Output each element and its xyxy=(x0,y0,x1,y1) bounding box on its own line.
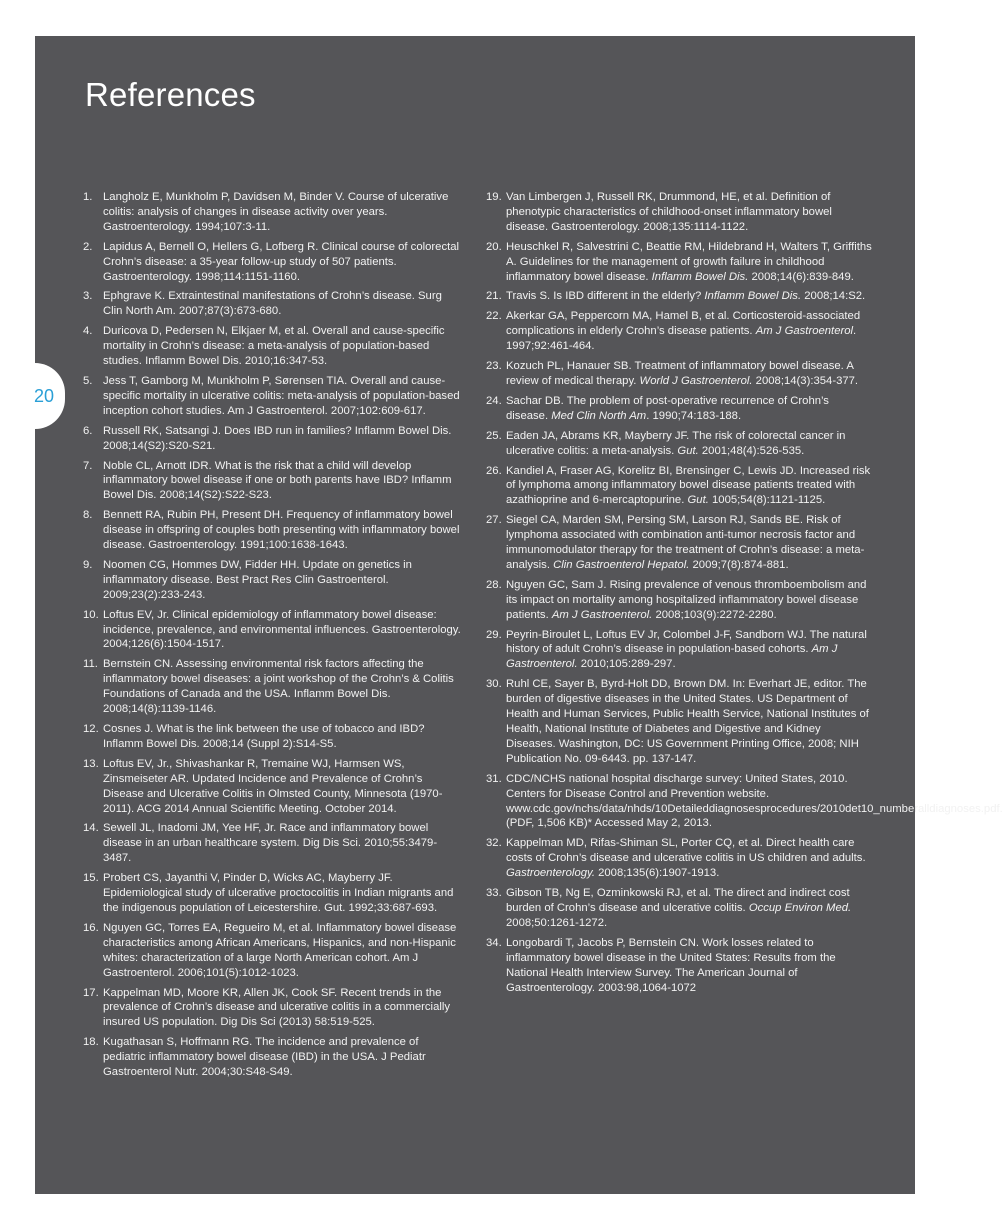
reference-journal: Occup Environ Med. xyxy=(748,901,852,914)
reference-text: 1005;54(8):1121-1125. xyxy=(708,494,826,507)
reference-item xyxy=(83,1035,463,1080)
reference-item xyxy=(83,324,463,369)
reference-item xyxy=(83,374,463,419)
reference-item xyxy=(486,677,872,766)
reference-text: Travis S. Is IBD different in the elderly? xyxy=(506,290,705,303)
reference-number: 24. xyxy=(486,394,502,407)
reference-text: Longobardi T, Jacobs P, Bernstein CN. Work losses related to inflammatory bowel disease in the United States: Results from the National Health Interview Survey. The American Journal of Gastroenterology. 2003:98,1064-1072 xyxy=(506,936,836,994)
reference-text: 2008;14(6):839-849. xyxy=(748,270,854,283)
reference-item xyxy=(486,578,872,623)
reference-text: Kugathasan S, Hoffmann RG. The incidence and prevalence of pediatric inflammatory bowel disease (IBD) in the USA. J Pediatr Gastroenterol Nutr. 2004;30:S48-S49. xyxy=(103,1036,426,1079)
reference-item xyxy=(83,657,463,717)
reference-number: 20. xyxy=(486,240,502,253)
reference-journal: Gastroenterology. xyxy=(506,867,595,880)
reference-number: 15. xyxy=(83,872,99,885)
reference-number: 1. xyxy=(83,191,93,203)
reference-item xyxy=(486,513,872,573)
reference-item xyxy=(83,424,463,454)
reference-text: 2008;135(6):1907-1913. xyxy=(594,867,720,880)
reference-text: Noble CL, Arnott IDR. What is the risk that a child will develop inflammatory bowel disease if one or both parents have IBD? Inflamm Bowel Dis. 2008;14(S2):S22-S23. xyxy=(103,459,452,502)
reference-number: 21. xyxy=(486,290,502,303)
reference-journal: Med Clin North Am xyxy=(551,409,647,422)
reference-text: . 1990;74:183-188. xyxy=(646,409,742,422)
reference-number: 6. xyxy=(83,424,93,437)
reference-item xyxy=(486,628,872,673)
reference-item xyxy=(486,936,872,996)
reference-item xyxy=(486,190,872,235)
reference-number: 18. xyxy=(83,1036,99,1049)
reference-item xyxy=(486,772,1003,832)
reference-journal: World J Gastroenterol. xyxy=(639,374,753,387)
reference-item xyxy=(486,886,872,931)
references-column-right xyxy=(486,190,1003,1000)
reference-text: Kandiel A, Fraser AG, Korelitz BI, Brensinger C, Lewis JD. Increased risk of lymphoma among inflammatory bowel disease patients treated with azathioprine and 6-mercaptopurine. xyxy=(506,464,871,507)
reference-text: Akerkar GA, Peppercorn MA, Hamel B, et al. Corticosteroid-associated complications in elderly Crohn’s disease patients. xyxy=(506,310,861,338)
reference-journal: Am J Gastroenterol. xyxy=(506,643,838,671)
reference-number: 16. xyxy=(83,921,99,934)
reference-item xyxy=(83,757,463,817)
reference-number: 27. xyxy=(486,514,502,527)
reference-text: Ruhl CE, Sayer B, Byrd-Holt DD, Brown DM. In: Everhart JE, editor. The burden of digestive diseases in the United States. US Department of Health and Human Services, Public Health Service, National Institutes of Health, National Institute of Diabetes and Digestive and Kidney Diseases. Washington, DC: US Government Printing Office, 2008; NIH Publication No. 09-6443. pp. 137-147. xyxy=(506,678,869,765)
reference-item xyxy=(486,464,872,509)
reference-text: 2008;50:1261-1272. xyxy=(506,916,608,929)
reference-text: Duricova D, Pedersen N, Elkjaer M, et al. Overall and cause-specific mortality in Crohn’s disease: a meta-analysis of population-based studies. Inflamm Bowel Dis. 2010;16:347-53. xyxy=(103,325,445,368)
reference-text: Bernstein CN. Assessing environmental risk factors affecting the inflammatory bowel diseases: a joint workshop of the Crohn’s & Colitis Foundations of Canada and the USA. Inflamm Bowel Dis. 2008;14(8):1139-1146. xyxy=(103,658,454,716)
references-panel xyxy=(34,36,1003,1194)
reference-text: Russell RK, Satsangi J. Does IBD run in families? Inflamm Bowel Dis. 2008;14(S2):S20-S21. xyxy=(103,424,452,452)
reference-text: Kozuch PL, Hanauer SB. Treatment of inflammatory bowel disease. A review of medical therapy. xyxy=(506,360,854,387)
page-title: References xyxy=(85,76,256,113)
reference-item xyxy=(83,921,463,981)
reference-text: Siegel CA, Marden SM, Persing SM, Larson RJ, Sands BE. Risk of lymphoma associated with combination anti-tumor necrosis factor and immunomodulator therapy for the treatment of Crohn’s disease: a meta-analysis. xyxy=(506,514,865,571)
reference-number: 19. xyxy=(486,191,502,203)
reference-text: 2008;103(9):2272-2280. xyxy=(652,608,777,621)
reference-number: 32. xyxy=(486,837,502,850)
reference-item xyxy=(83,608,463,653)
reference-text: Loftus EV, Jr. Clinical epidemiology of inflammatory bowel disease: incidence, prevalence, and environmental influences. Gastroenterology. 2004;126(6):1504-1517. xyxy=(103,608,461,651)
reference-number: 34. xyxy=(486,936,502,949)
reference-text: Nguyen GC, Torres EA, Regueiro M, et al. Inflammatory bowel disease characteristics among African Americans, Hispanics, and non-Hispanic whites: characterization of a large North American cohort. Am J Gastroenterol. 2006;101(5):1012-1023. xyxy=(103,921,457,979)
reference-text: Kappelman MD, Moore KR, Allen JK, Cook SF. Recent trends in the prevalence of Crohn’s disease and ulcerative colitis in a commercially insured US population. Dig Dis Sci (2013) 58:519-525. xyxy=(103,986,451,1029)
reference-text: Gibson TB, Ng E, Ozminkowski RJ, et al. The direct and indirect cost burden of Crohn’s disease and ulcerative colitis. xyxy=(506,887,850,914)
reference-number: 30. xyxy=(486,678,502,691)
reference-number: 23. xyxy=(486,360,502,373)
reference-text: Cosnes J. What is the link between the use of tobacco and IBD? Inflamm Bowel Dis. 2008;14 (Suppl 2):S14-S5. xyxy=(103,723,425,750)
reference-text: Kappelman MD, Rifas-Shiman SL, Porter CQ, et al. Direct health care costs of Crohn’s disease and ulcerative colitis in US children and adults. xyxy=(506,837,866,865)
reference-number: 4. xyxy=(83,325,93,338)
reference-text: Langholz E, Munkholm P, Davidsen M, Binder V. Course of ulcerative colitis: analysis of changes in disease activity over years. Gastroenterology. 1994;107:3-11. xyxy=(103,191,449,233)
reference-text: Heuschkel R, Salvestrini C, Beattie RM, Hildebrand H, Walters T, Griffiths A. Guidelines for the management of growth failure in childhood inflammatory bowel disease. xyxy=(506,240,872,283)
page-number: 20 xyxy=(34,385,55,406)
reference-text: Probert CS, Jayanthi V, Pinder D, Wicks AC, Mayberry JF. Epidemiological study of ulcerative proctocolitis in Indian migrants and the indigenous population of Leicestershire. Gut. 1992;33:687-693. xyxy=(103,872,454,914)
reference-item xyxy=(83,240,463,285)
reference-item xyxy=(486,394,872,424)
reference-journal: Clin Gastroenterol Hepatol. xyxy=(553,558,690,571)
reference-text: Sachar DB. The problem of post-operative recurrence of Crohn’s disease. xyxy=(506,394,829,422)
reference-number: 25. xyxy=(486,429,502,442)
reference-item xyxy=(486,309,872,354)
reference-number: 12. xyxy=(83,723,99,735)
reference-item xyxy=(486,836,872,881)
reference-number: 31. xyxy=(486,772,502,785)
reference-number: 29. xyxy=(486,628,502,641)
reference-number: 2. xyxy=(83,240,93,253)
reference-text: Eaden JA, Abrams KR, Mayberry JF. The risk of colorectal cancer in ulcerative colitis: a meta-analysis. xyxy=(506,429,846,457)
reference-text: . 1997;92:461-464. xyxy=(506,325,857,353)
reference-text: Peyrin-Biroulet L, Loftus EV Jr, Colombel J-F, Sandborn WJ. The natural history of adult Crohn’s disease in population-based cohorts. xyxy=(506,628,867,656)
reference-number: 10. xyxy=(83,608,99,621)
reference-text: Van Limbergen J, Russell RK, Drummond, HE, et al. Definition of phenotypic characteristics of childhood-onset inflammatory bowel disease. Gastroenterology. 2008;135:1114-1122. xyxy=(506,191,832,233)
reference-journal: Inflamm Bowel Dis. xyxy=(704,290,802,303)
reference-number: 3. xyxy=(83,290,93,303)
reference-text: CDC/NCHS national hospital discharge survey: United States, 2010. Centers for Disease Control and Prevention website. www.cdc.gov/nchs/data/nhds/10Detaileddiagnosesprocedures/2010det10_numberalldiagnoses.pdf. (PDF, 1,506 KB)* Accessed May 2, 2013. xyxy=(506,772,1003,830)
reference-item xyxy=(83,871,463,916)
reference-item xyxy=(83,558,463,603)
reference-text: Noomen CG, Hommes DW, Fidder HH. Update on genetics in inflammatory disease. Best Pract Res Clin Gastroenterol. 2009;23(2):233-243. xyxy=(103,558,412,601)
reference-text: 2009;7(8):874-881. xyxy=(689,558,789,571)
reference-number: 28. xyxy=(486,578,502,591)
reference-item xyxy=(83,508,463,553)
reference-item xyxy=(83,289,463,319)
reference-text: 2001;48(4):526-535. xyxy=(698,444,805,457)
reference-text: Lapidus A, Bernell O, Hellers G, Lofberg R. Clinical course of colorectal Crohn’s disease: a 35-year follow-up study of 507 patients. Gastroenterology. 1998;114:1151-1160. xyxy=(103,240,460,283)
reference-number: 5. xyxy=(83,374,93,387)
reference-text: Ephgrave K. Extraintestinal manifestations of Crohn’s disease. Surg Clin North Am. 2007;87(3):673-680. xyxy=(103,290,442,318)
reference-text: 2010;105:289-297. xyxy=(577,658,676,671)
reference-text: 2008;14(3):354-377. xyxy=(752,374,859,387)
reference-text: Nguyen GC, Sam J. Rising prevalence of venous thromboembolism and its impact on mortality among hospitalized inflammatory bowel disease patients. xyxy=(506,578,867,621)
reference-number: 17. xyxy=(83,986,99,999)
reference-item xyxy=(83,722,463,752)
reference-journal: Gut. xyxy=(677,444,699,457)
reference-text: 2008;14:S2. xyxy=(801,290,866,303)
reference-number: 9. xyxy=(83,558,93,571)
reference-number: 14. xyxy=(83,822,99,835)
reference-text: Bennett RA, Rubin PH, Present DH. Frequency of inflammatory bowel disease in offspring of couples both presenting with inflammatory bowel disease. Gastroenterology. 1991;100:1638-1643. xyxy=(103,509,460,552)
reference-journal: Inflamm Bowel Dis. xyxy=(651,270,749,283)
reference-item xyxy=(83,190,463,235)
reference-text: Sewell JL, Inadomi JM, Yee HF, Jr. Race and inflammatory bowel disease in an urban healthcare system. Dig Dis Sci. 2010;55:3479-3487. xyxy=(103,822,438,865)
reference-number: 13. xyxy=(83,757,99,770)
reference-journal: Am J Gastroenterol xyxy=(755,325,854,338)
reference-number: 22. xyxy=(486,310,502,323)
page-number-tab xyxy=(35,363,65,429)
reference-item xyxy=(83,459,463,504)
reference-number: 8. xyxy=(83,509,93,522)
references-column-left xyxy=(83,190,463,1085)
reference-item xyxy=(486,359,872,389)
reference-text: Jess T, Gamborg M, Munkholm P, Sørensen TIA. Overall and cause-specific mortality in ulcerative colitis: meta-analysis of population-based inception cohort studies. Am J Gastroenterol. 2007;102:609-617. xyxy=(103,374,460,417)
reference-item xyxy=(486,429,872,459)
reference-item xyxy=(83,821,463,866)
reference-journal: Gut. xyxy=(687,494,709,507)
reference-text: Loftus EV, Jr., Shivashankar R, Tremaine WJ, Harmsen WS, Zinsmeiseter AR. Updated Incidence and Prevalence of Crohn’s Disease and Ulcerative Colitis in Olmsted County, Minnesota (1970-2011). ACG 2014 Annual Scientific Meeting. October 2014. xyxy=(103,757,443,815)
reference-number: 11. xyxy=(83,658,98,671)
reference-number: 26. xyxy=(486,464,502,477)
reference-number: 33. xyxy=(486,887,502,900)
reference-item xyxy=(83,986,463,1031)
reference-item xyxy=(486,240,872,285)
reference-number: 7. xyxy=(83,459,93,472)
reference-journal: Am J Gastroenterol. xyxy=(551,608,653,621)
reference-item xyxy=(486,289,872,304)
